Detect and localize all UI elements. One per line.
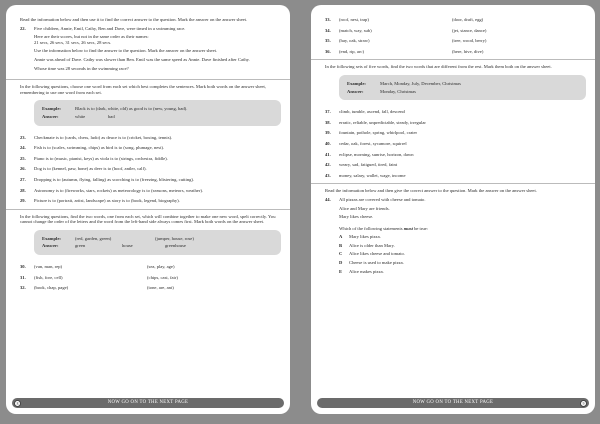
question-text: erratic, reliable, unpredictable, steady, irregular	[339, 119, 426, 125]
analogy-example-box	[34, 100, 281, 125]
example-row	[42, 236, 273, 242]
option-c	[339, 251, 586, 257]
question-number: 38.	[325, 119, 331, 125]
question-text: eclipse, morning, sunrise, horizon, dawn	[339, 151, 414, 157]
question-number: 22.	[20, 25, 26, 31]
question-text: Picture is to (portrait, artist, landscape) as story is to (book, legend, biography).	[34, 198, 180, 204]
word-set-2: (tone, are, ant)	[147, 285, 174, 291]
answer-text: Monday, Christmas	[380, 88, 416, 94]
word-set-1: (fish, fore, cell)	[34, 274, 63, 280]
question-number: 28.	[20, 187, 26, 193]
question-row	[325, 120, 586, 126]
answer-row	[42, 243, 273, 249]
word-set-2: (here, hive, dive)	[452, 48, 484, 54]
question-22	[20, 26, 281, 75]
question-number: 26.	[20, 166, 26, 172]
question-row	[20, 198, 281, 204]
word-set-1: (match, way, sub)	[339, 27, 372, 33]
word-set-2: (chips, cast, fair)	[147, 274, 178, 280]
statement-2: Alice and Mary are friends.	[339, 205, 390, 211]
answer-label: Answer:	[347, 88, 364, 94]
question-text: fountain, pothole, spring, whirlpool, crater	[339, 130, 418, 136]
left-page	[6, 5, 290, 414]
question-number: 30.	[20, 264, 26, 270]
example-set-2: (jumper, house, rose)	[155, 235, 194, 241]
answer-row	[42, 114, 273, 120]
question-text: climb, tumble, ascend, fall, descend	[339, 109, 405, 115]
question-number: 27.	[20, 176, 26, 182]
question-number: 23.	[20, 134, 26, 140]
word-set-1: (end, rip, arc)	[339, 48, 364, 54]
option-text: Mary likes pizza.	[349, 234, 381, 240]
question-number: 43.	[325, 172, 331, 178]
question-row	[325, 130, 586, 136]
question-number: 39.	[325, 130, 331, 136]
section-divider	[311, 183, 595, 184]
question-text: Astronomy is to (fireworks, stars, rockets) as meteorology is to (seasons, meteors, weather).	[34, 187, 204, 193]
question-number: 29.	[20, 198, 26, 204]
question-row	[325, 28, 586, 34]
left-page-content	[20, 17, 281, 296]
question-text: weary, sad, fatigued, tired, faint	[339, 162, 398, 168]
question-number: 40.	[325, 140, 331, 146]
example-label: Example:	[42, 235, 61, 241]
right-page-content	[325, 17, 586, 282]
question-row	[20, 264, 281, 270]
answer-word-1: green	[75, 243, 86, 249]
word-set-1: (roof, nest, trap)	[339, 17, 369, 22]
word-set-1: (hay, oak, straw)	[339, 38, 370, 44]
section-divider	[6, 79, 290, 80]
question-number: 31.	[20, 274, 26, 280]
question-text: Dropping is to (autumn, flying, falling) as scorching is to (freezing, blistering, cutting).	[34, 176, 195, 182]
example-row	[347, 81, 578, 87]
question-row	[20, 135, 281, 141]
option-letter: C	[339, 251, 343, 257]
option-e	[339, 269, 586, 275]
page-number: 9	[580, 400, 587, 407]
emphasis-must: must	[403, 225, 413, 231]
example-set-1: (red, garden, green)	[75, 235, 112, 241]
question-text: cedar, oak, forest, sycamore, squirrel	[339, 140, 407, 146]
q22-instructions: Read the information below and then use it to find the correct answer to the question. Mark the answer on the answer sheet.	[20, 17, 248, 22]
option-text: Alice makes pizza.	[349, 268, 384, 274]
right-page	[311, 5, 595, 414]
word-set-2: (jet, stance, dance)	[452, 27, 487, 33]
question-row	[325, 109, 586, 115]
section-divider	[6, 209, 290, 210]
option-letter: E	[339, 268, 343, 274]
page-number: 8	[14, 400, 21, 407]
option-d	[339, 260, 586, 266]
question-text: Fish is to (scales, swimming, chips) as bird is to (song, plumage, nest).	[34, 145, 165, 151]
q22-text-2: Here are their scores, but not in the same order as their names:	[34, 34, 149, 40]
footer-bar	[12, 398, 284, 408]
odd-ones-instructions: In the following sets of five words, find the two words that are different from the rest. Mark them both on the answer sheet.	[325, 64, 552, 70]
question-body	[339, 197, 586, 277]
option-text: Cheese is used to make pizza.	[349, 260, 404, 266]
word-set-1: (van, man, rep)	[34, 264, 63, 270]
question-row	[325, 38, 586, 44]
question-row	[325, 162, 586, 168]
q22-text-4: Use the information below to find the answer to the question. Mark the answer on the answer sheet.	[34, 48, 218, 54]
option-letter: B	[339, 242, 343, 248]
option-letter: A	[339, 234, 343, 240]
odd-ones-example-box	[339, 75, 586, 100]
question-body	[34, 26, 281, 75]
q22-text-5: Annie was ahead of Dave. Cathy was slower than Ben. Emil was the same speed as Annie. Dave finished after Cathy.	[34, 56, 250, 62]
statement-1: All pizzas are covered with cheese and tomato.	[339, 196, 426, 202]
footer-bar	[317, 398, 589, 408]
question-row	[325, 173, 586, 179]
question-number: 24.	[20, 145, 26, 151]
example-label: Example:	[347, 80, 366, 86]
question-number: 44.	[325, 196, 331, 202]
option-b	[339, 243, 586, 249]
q22-text-3: 21 secs, 26 secs, 31 secs, 26 secs, 28 secs.	[34, 39, 112, 45]
q22-question: Whose time was 28 seconds in the swimming race?	[34, 65, 129, 71]
question-number: 41.	[325, 151, 331, 157]
question-number: 33.	[325, 17, 331, 22]
question-44	[325, 197, 586, 277]
answer-label: Answer:	[42, 113, 59, 119]
word-set-2: (sea, play, age)	[147, 264, 175, 270]
question-number: 34.	[325, 27, 331, 33]
question-row	[20, 177, 281, 183]
question-row	[20, 156, 281, 162]
question-row	[20, 285, 281, 291]
question-number: 42.	[325, 162, 331, 168]
question-number: 25.	[20, 155, 26, 161]
section-divider	[311, 59, 595, 60]
question-number: 37.	[325, 109, 331, 115]
option-text: Alice is older than Mary.	[349, 242, 395, 248]
word-set-1: (book, chap, page)	[34, 285, 69, 291]
question-row	[325, 152, 586, 158]
question-row	[20, 188, 281, 194]
question-row	[20, 166, 281, 172]
option-text: Alice likes cheese and tomato.	[349, 251, 405, 257]
option-letter: D	[339, 260, 343, 266]
question-row	[325, 49, 586, 55]
q22-text-1: Five children, Annie, Emil, Cathy, Ben and Dave, were timed in a swimming race.	[34, 25, 186, 31]
question-number: 36.	[325, 48, 331, 54]
question-row	[20, 275, 281, 281]
example-text: March, Monday, July, December, Christmas	[380, 80, 461, 86]
question-number: 35.	[325, 38, 331, 44]
question-row	[325, 17, 586, 23]
question-text: Dog is to (kennel, paw, bone) as deer is to (hoof, antler, calf).	[34, 166, 147, 172]
word-set-2: (tree, wood, berry)	[452, 38, 487, 44]
question-row	[325, 141, 586, 147]
question-text: Piano is to (music, pianist, keys) as viola is to (strings, orchestra, fiddle).	[34, 155, 168, 161]
example-row	[42, 106, 273, 112]
question-number: 32.	[20, 285, 26, 291]
answer-label: Answer:	[42, 243, 59, 249]
question-text: Checkmate is to (cards, chess, ludo) as deuce is to (cricket, boxing, tennis).	[34, 134, 173, 140]
logic-instructions: Read the information below and then give the correct answer to the question. Mark the answer on the answer sheet.	[325, 188, 537, 194]
analogy-instructions: In the following questions, choose one word from each set which best completes the sentences. Mark both words on the answer sheet, remembering to use one word from each set.	[20, 84, 266, 95]
compound-word-instructions: In the following questions, find the two words, one from each set, which will combine together to make one new word, spelt correctly. You cannot change the order of the letters and the word from the left-hand side always comes first. Mark both words on the answer sheet.	[20, 213, 276, 225]
question-text: money, salary, wallet, wage, income	[339, 172, 406, 178]
word-set-2: (door, draft, egg)	[452, 17, 484, 22]
q44-question: Which of the following statements must be true:	[339, 225, 428, 231]
statement-3: Mary likes cheese.	[339, 214, 374, 220]
answer-compound: greenhouse	[165, 243, 186, 249]
answer-word-1: white	[75, 113, 86, 119]
footer-text: NOW GO ON TO THE NEXT PAGE	[412, 400, 494, 405]
answer-word-2: bad	[108, 113, 115, 119]
example-label: Example:	[42, 106, 61, 112]
question-row	[20, 145, 281, 151]
option-a	[339, 234, 586, 240]
footer-text: NOW GO ON TO THE NEXT PAGE	[107, 400, 189, 405]
compound-example-box	[34, 230, 281, 255]
example-text: Black is to (dark, white, old) as good is to (new, young, bad).	[75, 106, 188, 112]
answer-word-2: house	[122, 243, 133, 249]
answer-row	[347, 89, 578, 95]
